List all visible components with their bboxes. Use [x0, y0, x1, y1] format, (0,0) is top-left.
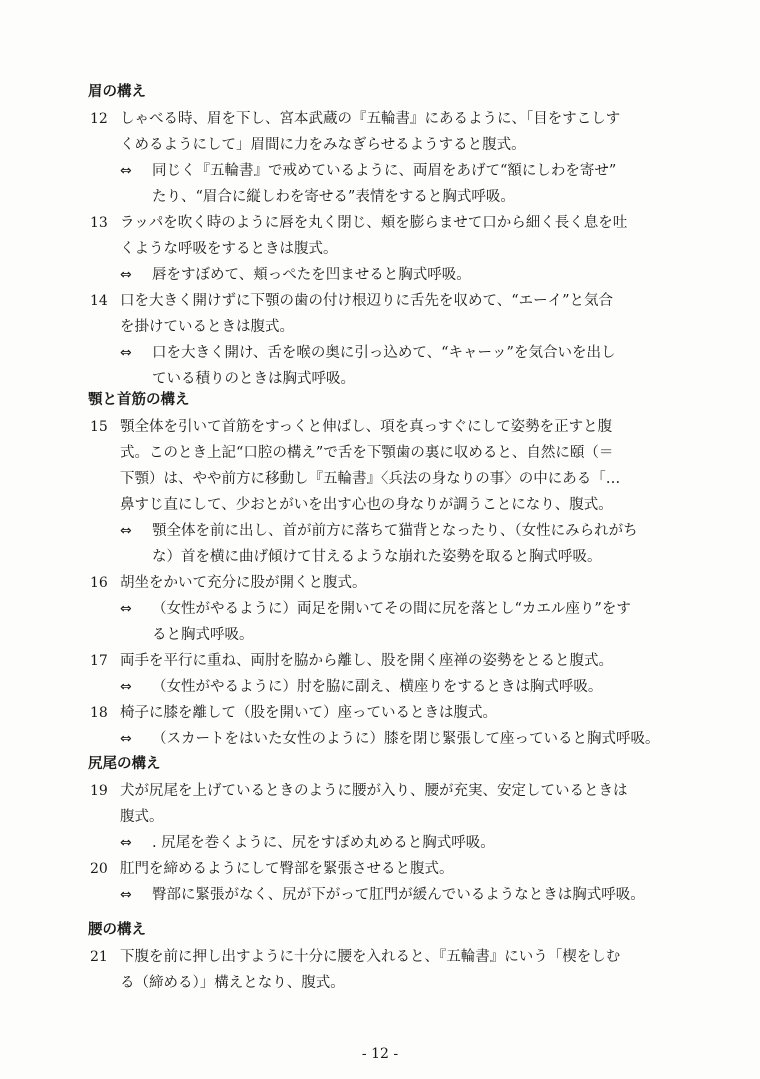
item-number: 19: [90, 783, 108, 799]
contrast-block: [88, 518, 688, 570]
contrast-block: [88, 830, 688, 856]
double-arrow-icon: ⇔: [120, 601, 132, 617]
item-text-line: 椅子に膝を離して（股を開いて）座っているときは腹式。: [120, 705, 497, 721]
contrast-text-line: 顎全体を前に出し、首が前方に落ちて猫背となったり、（女性にみられがち: [152, 523, 638, 539]
contrast-block: [88, 262, 688, 288]
item-text-line: 下顎）は、やや前方に移動し『五輪書』〈兵法の身なりの事〉の中にある「…: [120, 471, 621, 487]
item-text-line: くような呼吸をするときは腹式。: [120, 241, 338, 257]
numbered-item: [88, 944, 688, 996]
double-arrow-icon: ⇔: [120, 345, 132, 361]
contrast-text-line: ると胸式呼吸。: [152, 627, 254, 643]
section: [88, 388, 688, 752]
page-number: - 12 -: [361, 1046, 399, 1062]
contrast-text-line: . 尻尾を巻くように、尻をすぼめ丸めると胸式呼吸。: [152, 835, 495, 851]
contrast-block: [88, 340, 688, 392]
contrast-block: [88, 882, 688, 908]
numbered-item: [88, 856, 688, 908]
contrast-text-line: ている積りのときは胸式呼吸。: [152, 371, 355, 387]
section-heading: 腰の構え: [88, 922, 146, 938]
contrast-text-line: 臀部に緊張がなく、尻が下がって肛門が緩んでいるようなときは胸式呼吸。: [152, 887, 645, 903]
item-text-line: 肛門を締めるようにして臀部を緊張させると腹式。: [120, 861, 454, 877]
contrast-block: [88, 596, 688, 648]
section: [88, 80, 688, 392]
double-arrow-icon: ⇔: [120, 887, 132, 903]
item-text-line: 口を大きく開けずに下顎の歯の付け根辺りに舌先を収めて、“エーイ”と気合: [120, 293, 614, 309]
contrast-text-line: たり、“眉合に縦しわを寄せる”表情をすると胸式呼吸。: [152, 189, 515, 205]
item-number: 16: [90, 575, 108, 591]
double-arrow-icon: ⇔: [120, 835, 132, 851]
numbered-item: [88, 648, 688, 700]
item-number: 12: [90, 111, 108, 127]
item-text-line: 両手を平行に重ね、両肘を脇から離し、股を開く座禅の姿勢をとると腹式。: [120, 653, 613, 669]
contrast-block: [88, 726, 688, 752]
item-number: 18: [90, 705, 108, 721]
section-heading: 尻尾の構え: [88, 756, 161, 772]
numbered-item: [88, 106, 688, 210]
numbered-item: [88, 778, 688, 856]
section: [88, 752, 688, 908]
double-arrow-icon: ⇔: [120, 731, 132, 747]
numbered-item: [88, 414, 688, 570]
item-text-line: る（締める）」構えとなり、腹式。: [120, 975, 345, 991]
double-arrow-icon: ⇔: [120, 679, 132, 695]
section-heading: 顎と首筋の構え: [88, 392, 190, 408]
item-number: 21: [90, 949, 108, 965]
item-number: 14: [90, 293, 108, 309]
numbered-item: [88, 570, 688, 648]
item-text-line: 胡坐をかいて充分に股が開くと腹式。: [120, 575, 367, 591]
double-arrow-icon: ⇔: [120, 523, 132, 539]
item-number: 13: [90, 215, 108, 231]
item-text-line: 顎全体を引いて首筋をすっくと伸ばし、項を真っすぐにして姿勢を正すと腹: [120, 419, 613, 435]
contrast-text-line: 唇をすぼめて、頬っぺたを凹ませると胸式呼吸。: [152, 267, 471, 283]
item-text-line: くめるようにして」眉間に力をみなぎらせるようすると腹式。: [120, 137, 526, 153]
contrast-text-line: 口を大きく開け、舌を喉の奥に引っ込めて、“キャーッ”を気合いを出し: [152, 345, 616, 361]
section: [88, 918, 688, 996]
numbered-item: [88, 210, 688, 288]
item-text-line: ラッパを吹く時のように唇を丸く閉じ、頬を膨らませて口から細く長く息を吐: [120, 215, 628, 231]
item-text-line: 式。このとき上記“口腔の構え”で舌を下顎歯の裏に収めると、自然に頤（＝: [120, 445, 614, 461]
contrast-block: [88, 674, 688, 700]
item-number: 15: [90, 419, 108, 435]
contrast-text-line: （女性がやるように）両足を開いてその間に尻を落とし“カエル座り”をす: [152, 601, 631, 617]
item-text-line: 犬が尻尾を上げているときのように腰が入り、腰が充実、安定しているときは: [120, 783, 628, 799]
contrast-text-line: （女性がやるように）肘を脇に副え、横座りをするときは胸式呼吸。: [152, 679, 603, 695]
item-text-line: 腹式。: [120, 809, 164, 825]
contrast-text-line: （スカートをはいた女性のように）膝を閉じ緊張して座っていると胸式呼吸。: [152, 731, 660, 747]
numbered-item: [88, 288, 688, 392]
item-number: 17: [90, 653, 108, 669]
numbered-item: [88, 700, 688, 752]
item-number: 20: [90, 861, 108, 877]
item-text-line: を掛けているときは腹式。: [120, 319, 294, 335]
contrast-block: [88, 158, 688, 210]
contrast-text-line: な）首を横に曲げ傾けて甘えるような崩れた姿勢を取ると胸式呼吸。: [152, 549, 602, 565]
item-text-line: しゃべる時、眉を下し、宮本武蔵の『五輪書』にあるように、「目をすこしす: [120, 111, 621, 127]
section-heading: 眉の構え: [88, 84, 146, 100]
double-arrow-icon: ⇔: [120, 267, 132, 283]
double-arrow-icon: ⇔: [120, 163, 132, 179]
contrast-text-line: 同じく『五輪書』で戒めているように、両眉をあげて“額にしわを寄せ”: [152, 163, 617, 179]
item-text-line: 下腹を前に押し出すように十分に腰を入れると、『五輪書』にいう「楔をしむ: [120, 949, 621, 965]
item-text-line: 鼻すじ直にして、少おとがいを出す心也の身なりが調うことになり、腹式。: [120, 497, 613, 513]
